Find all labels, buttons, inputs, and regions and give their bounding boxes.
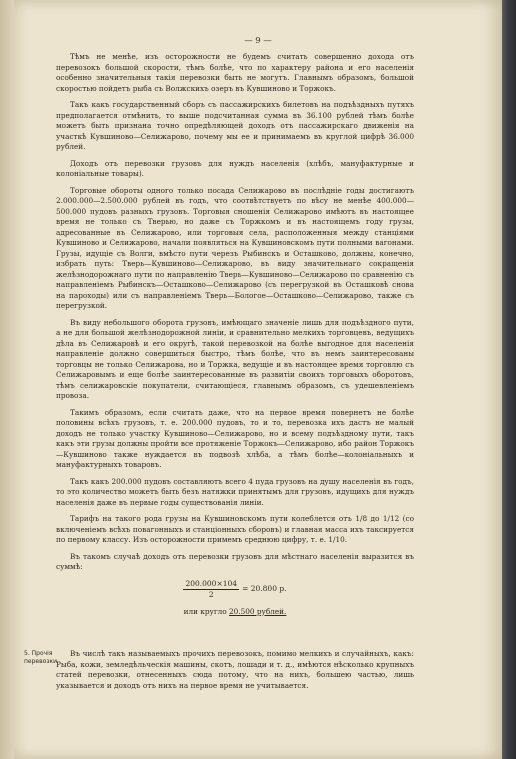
paragraph-8: Тарифъ на такого рода грузы на Кувшиновскомъ пути колеблется отъ 1/8 до 1/12 (со включеніемъ всѣхъ повагонныхъ и станціонныхъ сборовъ) и главная масса ихъ таксируется по первому классу. Изъ осторожности примемъ среднюю цифру, т. е. 1/10.: [56, 514, 414, 544]
margin-note: 5. Прочія перевозки.: [24, 650, 59, 665]
fraction-denominator: 2: [208, 590, 214, 599]
paragraph-6: Такимъ образомъ, если считать даже, что на первое время повернетъ не болѣе половины всѣхъ грузовъ, т. е. 200.000 пудовъ, то и то, перевозка ихъ дастъ не малый доходъ не только участку Кувшиново—Селижарово, но и всему подъѣздному пути, такъ какъ эти грузы должны пройти все протяженіе Торжокъ—Селижарово, ибо район Торжокъ—Кувшиново также нуждается въ подвозѣ хлѣба, а тѣмъ болѣе—колоніальныхъ и мануфактурныхъ товаровъ.: [56, 407, 414, 469]
formula: [56, 579, 414, 601]
paragraph-10: Въ числѣ такъ называемыхъ прочихъ перевозокъ, помимо мелкихъ и случайныхъ, какъ: Рыба, кожи, земледѣльческія машины, скотъ, лошади и т. д., имѣются нѣсколько крупныхъ статей перевозки, отнесенныхъ сюда потому, что на нихъ, большею частью, лишь указывается и доходъ отъ нихъ на первое время не учитывается.: [56, 649, 414, 690]
book-binding: [502, 0, 516, 759]
paragraph-2: Такъ какъ государственный сборъ съ пассажирскихъ билетовъ на подъѣздныхъ путяхъ предполагается отмѣнить, то выше подсчитанная сумма въ 36.100 рублей тѣмъ болѣе можетъ быть признана точно опредѣляющей доходъ отъ пассажирскаго движенія на участкѣ Кувшиново—Селижарово, почему мы ее и принимаемъ въ круглой цифрѣ 36.000 рублей.: [56, 100, 414, 151]
paragraph-5: Въ виду небольшого оборота грузовъ, имѣющаго значеніе лишь для подъѣздного пути, а не для большой желѣзнодорожной линіи, и сравнительно мелкихъ торговцевъ, ведущихъ дѣла въ Селижаровѣ и его округѣ, такой перевозкой на болѣе выгодное для населенія направленіе должно совершиться быстро, тѣмъ болѣе, что въ немъ заинтересованы торговцы не только Селижарова, но и Торжка, ведущіе и въ настоящее время торговлю съ Селижаровымъ и еще болѣе заинтересованные въ развитіи своихъ торговыхъ оборотовъ, тѣмъ селижаровскіе покупатели, считающіеся, главнымъ образомъ, съ удешевленіемъ провоза.: [56, 317, 414, 400]
rounded-value: 20.500 рублей.: [229, 606, 287, 616]
paragraph-4: Торговые обороты одного только посада Селижарово въ послѣдніе годы достигаютъ 2.000.000—2.500.000 рублей въ годъ, что соотвѣтствуетъ по вѣсу не менѣе 400.000—500.000 пудовъ разныхъ грузовъ. Торговыя сношенія Селижарово имѣютъ въ настоящее время не только съ Тверью, но даже съ Торжкомъ и въ настоящемъ году грузы, адресованные въ Селижарово, или торговыя села, расположенныя между станціями Кувшиново и Селижарово, начали появляться на Кувшиновскомъ пути полными вагонами. Грузы, идущіе съ Волги, вмѣсто пути черезъ Рыбинскъ и Осташково, должны, конечно, избрать путь: Тверь—Кувшиново—Селижарово, въ виду значительнаго сокращенія желѣзнодорожнаго пути по направленію Тверь—Кувшиново—Селижарово по сравненію съ направленіемъ Рыбинскъ—Осташково—Селижарово (съ перегрузкой въ Осташковѣ снова на пароходы) или съ направленіемъ Тверь—Бологое—Осташково—Селижарово, также съ перегрузкой.: [56, 185, 414, 310]
page-number: — 9 —: [244, 36, 272, 46]
fraction-numerator: 200.000×104: [183, 579, 239, 591]
rounded-total: [56, 607, 414, 618]
paragraph-3: Доходъ отъ перевозки грузовъ для нуждъ населенія (хлѣбъ, мануфактурные и колоніальные товары).: [56, 158, 414, 178]
page-body: [56, 52, 414, 627]
paragraph-7: Такъ какъ 200.000 пудовъ составляютъ всего 4 пуда грузовъ на душу населенія въ годъ, то это количество можетъ быть безъ натяжки принятымъ для грузовъ, идущихъ для нуждъ населенія даже въ первые годы существованія линіи.: [56, 476, 414, 507]
final-section: [56, 649, 414, 691]
fraction: [183, 579, 239, 601]
page-edge: [0, 0, 14, 759]
formula-result: = 20.800 р.: [242, 584, 287, 594]
rounded-prefix: или кругло: [183, 606, 230, 616]
paragraph-1: Тѣмъ не менѣе, изъ осторожности не будемъ считать совершенно дохода отъ перевозокъ большой скорости, тѣмъ болѣе, что по характеру района и его населенія особенно значительныя такія перевозки быть не могутъ. Главнымъ образомъ, большой скоростью пойдетъ рыба съ Волжскихъ озеръ въ Кувшиново и Торжокъ.: [56, 52, 414, 93]
paragraph-9: Въ такомъ случаѣ доходъ отъ перевозки грузовъ для мѣстнаго населенія выразится въ суммѣ:: [56, 551, 414, 571]
